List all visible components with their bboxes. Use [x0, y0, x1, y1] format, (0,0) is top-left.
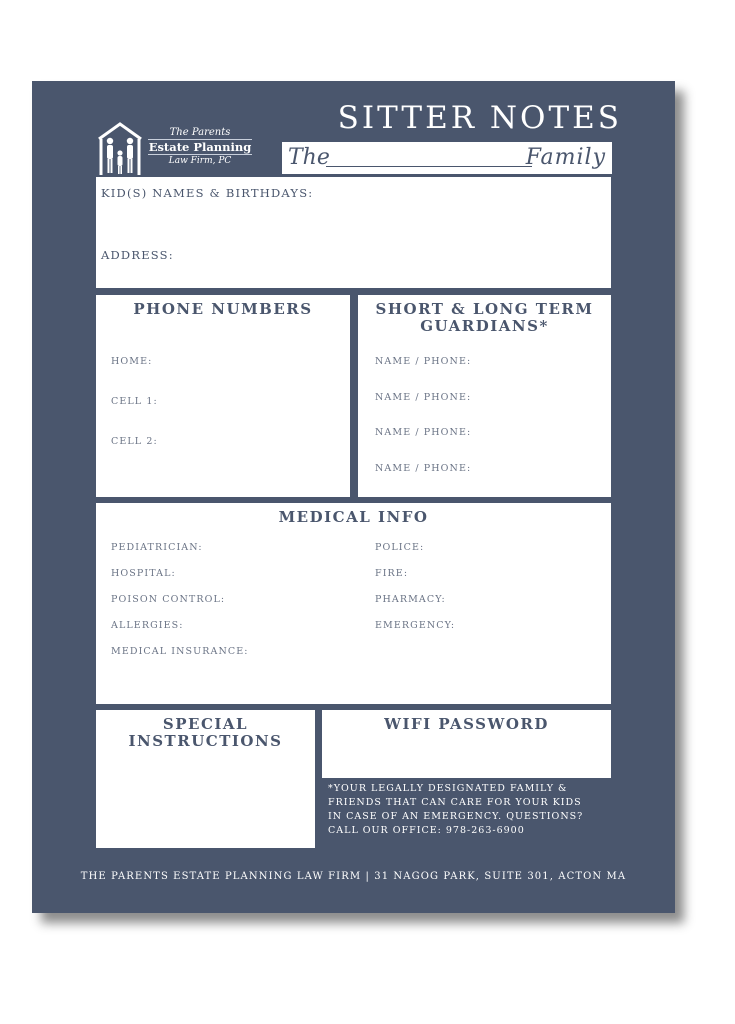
- family-name-blank-line: [326, 166, 532, 167]
- firm-logo: [96, 121, 256, 177]
- home-phone-label: HOME:: [111, 356, 153, 367]
- poison-control-label: POISON CONTROL:: [111, 594, 226, 605]
- pharmacy-label: PHARMACY:: [375, 594, 446, 605]
- medical-insurance-label: MEDICAL INSURANCE:: [111, 646, 249, 657]
- medical-info-heading: MEDICAL INFO: [278, 508, 429, 526]
- guardian-name-phone-label: NAME / PHONE:: [375, 356, 472, 367]
- footnote-line-2: FRIENDS THAT CAN CARE FOR YOUR KIDS: [328, 797, 582, 808]
- firm-logo-text: [148, 127, 252, 167]
- wifi-password-heading: WIFI PASSWORD: [384, 715, 549, 733]
- allergies-label: ALLERGIES:: [111, 620, 184, 631]
- hospital-label: HOSPITAL:: [111, 568, 176, 579]
- kids-address-box[interactable]: [96, 177, 611, 288]
- wifi-password-box[interactable]: [322, 710, 611, 778]
- family-prefix: The: [288, 145, 330, 170]
- sitter-notes-sheet: [32, 81, 675, 913]
- special-instructions-heading-line-1: SPECIAL: [162, 715, 249, 733]
- address-label: ADDRESS:: [101, 248, 174, 262]
- guardians-heading-line-1: SHORT & LONG TERM: [375, 300, 594, 318]
- phone-numbers-heading: PHONE NUMBERS: [133, 300, 313, 318]
- phone-numbers-box[interactable]: [96, 295, 350, 497]
- guardians-heading-line-2: GUARDIANS*: [420, 317, 549, 335]
- family-name-field[interactable]: [282, 142, 612, 174]
- fire-label: FIRE:: [375, 568, 409, 579]
- family-suffix: Family: [525, 145, 606, 170]
- logo-line-1: The Parents: [169, 127, 231, 138]
- medical-info-box[interactable]: [96, 503, 611, 704]
- footnote-line-4: CALL OUR OFFICE: 978-263-6900: [328, 825, 525, 836]
- police-label: POLICE:: [375, 542, 425, 553]
- guardians-footnote: [328, 782, 618, 838]
- special-instructions-heading-line-2: INSTRUCTIONS: [128, 732, 283, 750]
- special-instructions-box[interactable]: [96, 710, 315, 848]
- family-house-icon: [96, 121, 144, 177]
- guardian-name-phone-label: NAME / PHONE:: [375, 392, 472, 403]
- footnote-line-1: *YOUR LEGALLY DESIGNATED FAMILY &: [328, 783, 568, 794]
- footnote-line-3: IN CASE OF AN EMERGENCY. QUESTIONS?: [328, 811, 584, 822]
- page-title: SITTER NOTES: [337, 100, 622, 136]
- cell1-phone-label: CELL 1:: [111, 396, 158, 407]
- pediatrician-label: PEDIATRICIAN:: [111, 542, 203, 553]
- logo-line-2: Estate Planning: [148, 140, 252, 154]
- firm-footer: THE PARENTS ESTATE PLANNING LAW FIRM | 31 NAGOG PARK, SUITE 301, ACTON MA: [80, 871, 627, 882]
- kids-names-label: KID(S) NAMES & BIRTHDAYS:: [101, 186, 314, 200]
- emergency-label: EMERGENCY:: [375, 620, 456, 631]
- guardian-name-phone-label: NAME / PHONE:: [375, 463, 472, 474]
- logo-line-3: Law Firm, PC: [168, 156, 232, 166]
- cell2-phone-label: CELL 2:: [111, 436, 158, 447]
- guardians-box[interactable]: [358, 295, 611, 497]
- guardian-name-phone-label: NAME / PHONE:: [375, 427, 472, 438]
